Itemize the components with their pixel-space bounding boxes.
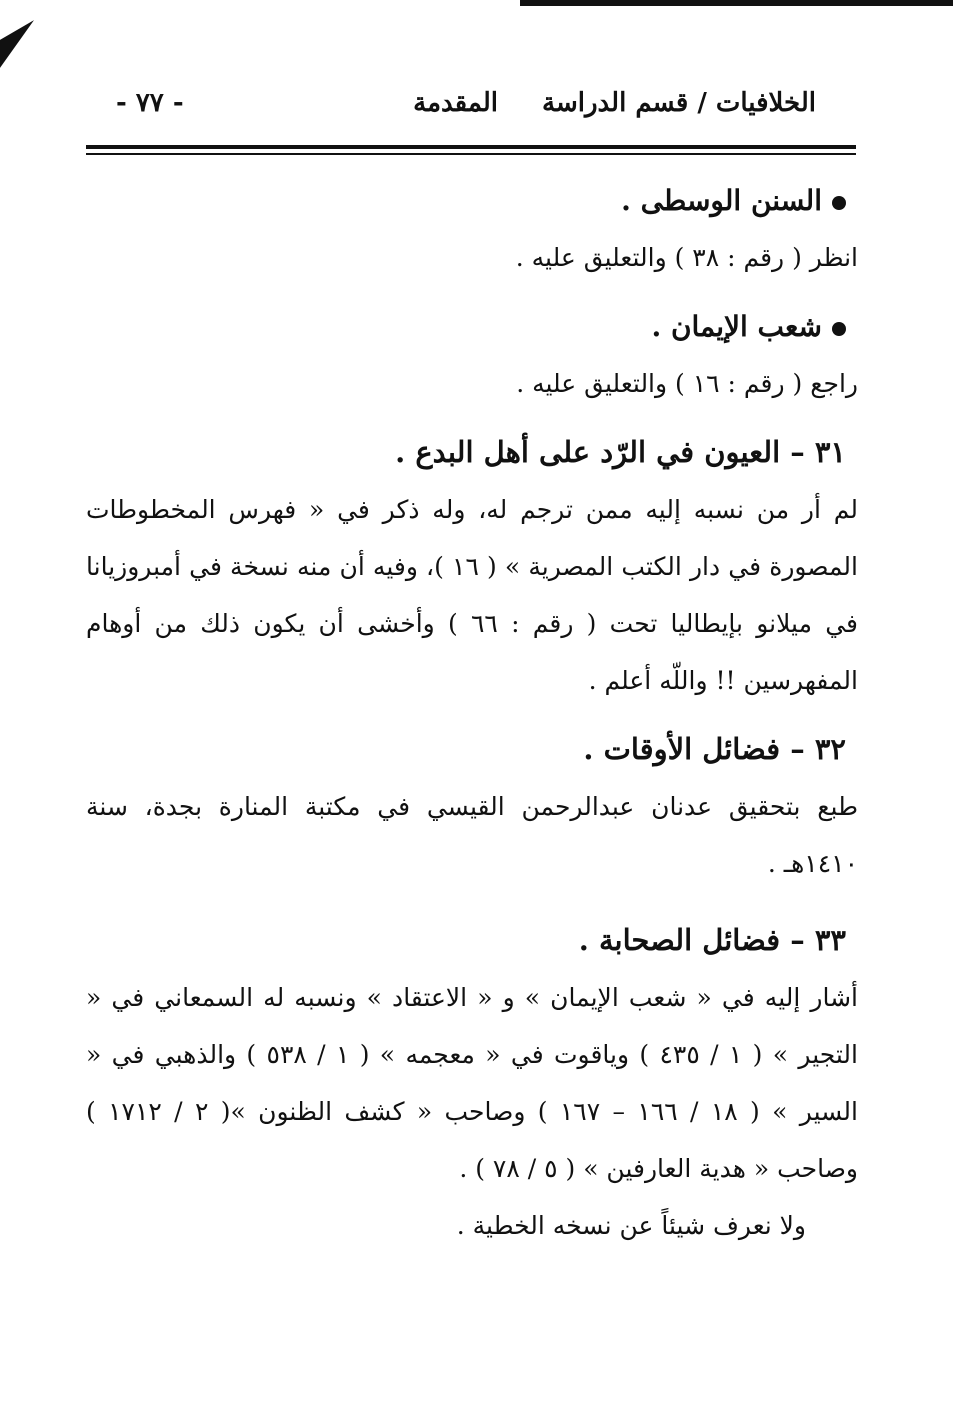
entry-heading-shuab: شعب الإيمان . (86, 298, 858, 355)
entry-note-33: ولا نعرف شيئاً عن نسخه الخطية . (456, 1211, 806, 1240)
page-header (86, 88, 816, 132)
page-body (86, 172, 858, 1254)
entry-text-32: طبع بتحقيق عدنان عبدالرحمن القيسي في مكتبة المنارة بجدة، سنة ١٤١٠هـ . (86, 792, 858, 878)
scan-corner-mark (0, 20, 34, 68)
header-rule-thick (86, 145, 856, 149)
entry-heading-31: ٣١ – العيون في الرّد على أهل البدع . (395, 435, 846, 469)
bullet-icon (832, 322, 846, 336)
bullet-icon (832, 196, 846, 210)
page-number: - ٧٧ - (116, 88, 184, 118)
entry-text-33: أشار إليه في « شعب الإيمان » و « الاعتقاد » ونسبه له السمعاني في « التجير » ( ١ / ٤٣٥ ) وياقوت في « معجمه » ( ١ / ٥٣٨ ) والذهبي في « السير » ( ١٨ / ١٦٦ – ١٦٧ ) وصاحب « كشف الظنون »( ٢ / ١٧١٢ ) وصاحب « هدية العارفين » ( ٥ / ٧٨ ) . (86, 983, 858, 1183)
entry-heading-sunan: السنن الوسطى . (86, 172, 858, 229)
entry-heading-32: ٣٢ – فضائل الأوقات . (583, 732, 846, 766)
scan-edge-line (520, 0, 953, 6)
entry-heading-33: ٣٣ – فضائل الصحابة . (578, 923, 846, 957)
running-title: الخلافيات / قسم الدراسة (542, 88, 816, 118)
entry-text-31: لم أر من نسبه إليه ممن ترجم له، وله ذكر في « فهرس المخطوطات المصورة في دار الكتب المصرية » ( ١٦ )، وفيه أن منه نسخة في أمبروزيانا في ميلانو بإيطاليا تحت ( رقم : ٦٦ ) وأخشى أن يكون ذلك من أوهام المفهرسين !! واللّه أعلم . (86, 495, 858, 695)
section-title: المقدمة (413, 88, 498, 118)
header-rule-thin (86, 153, 856, 155)
entry-text-shuab: راجع ( رقم : ١٦ ) والتعليق عليه . (516, 369, 858, 398)
entry-text-sunan: انظر ( رقم : ٣٨ ) والتعليق عليه . (515, 243, 858, 272)
